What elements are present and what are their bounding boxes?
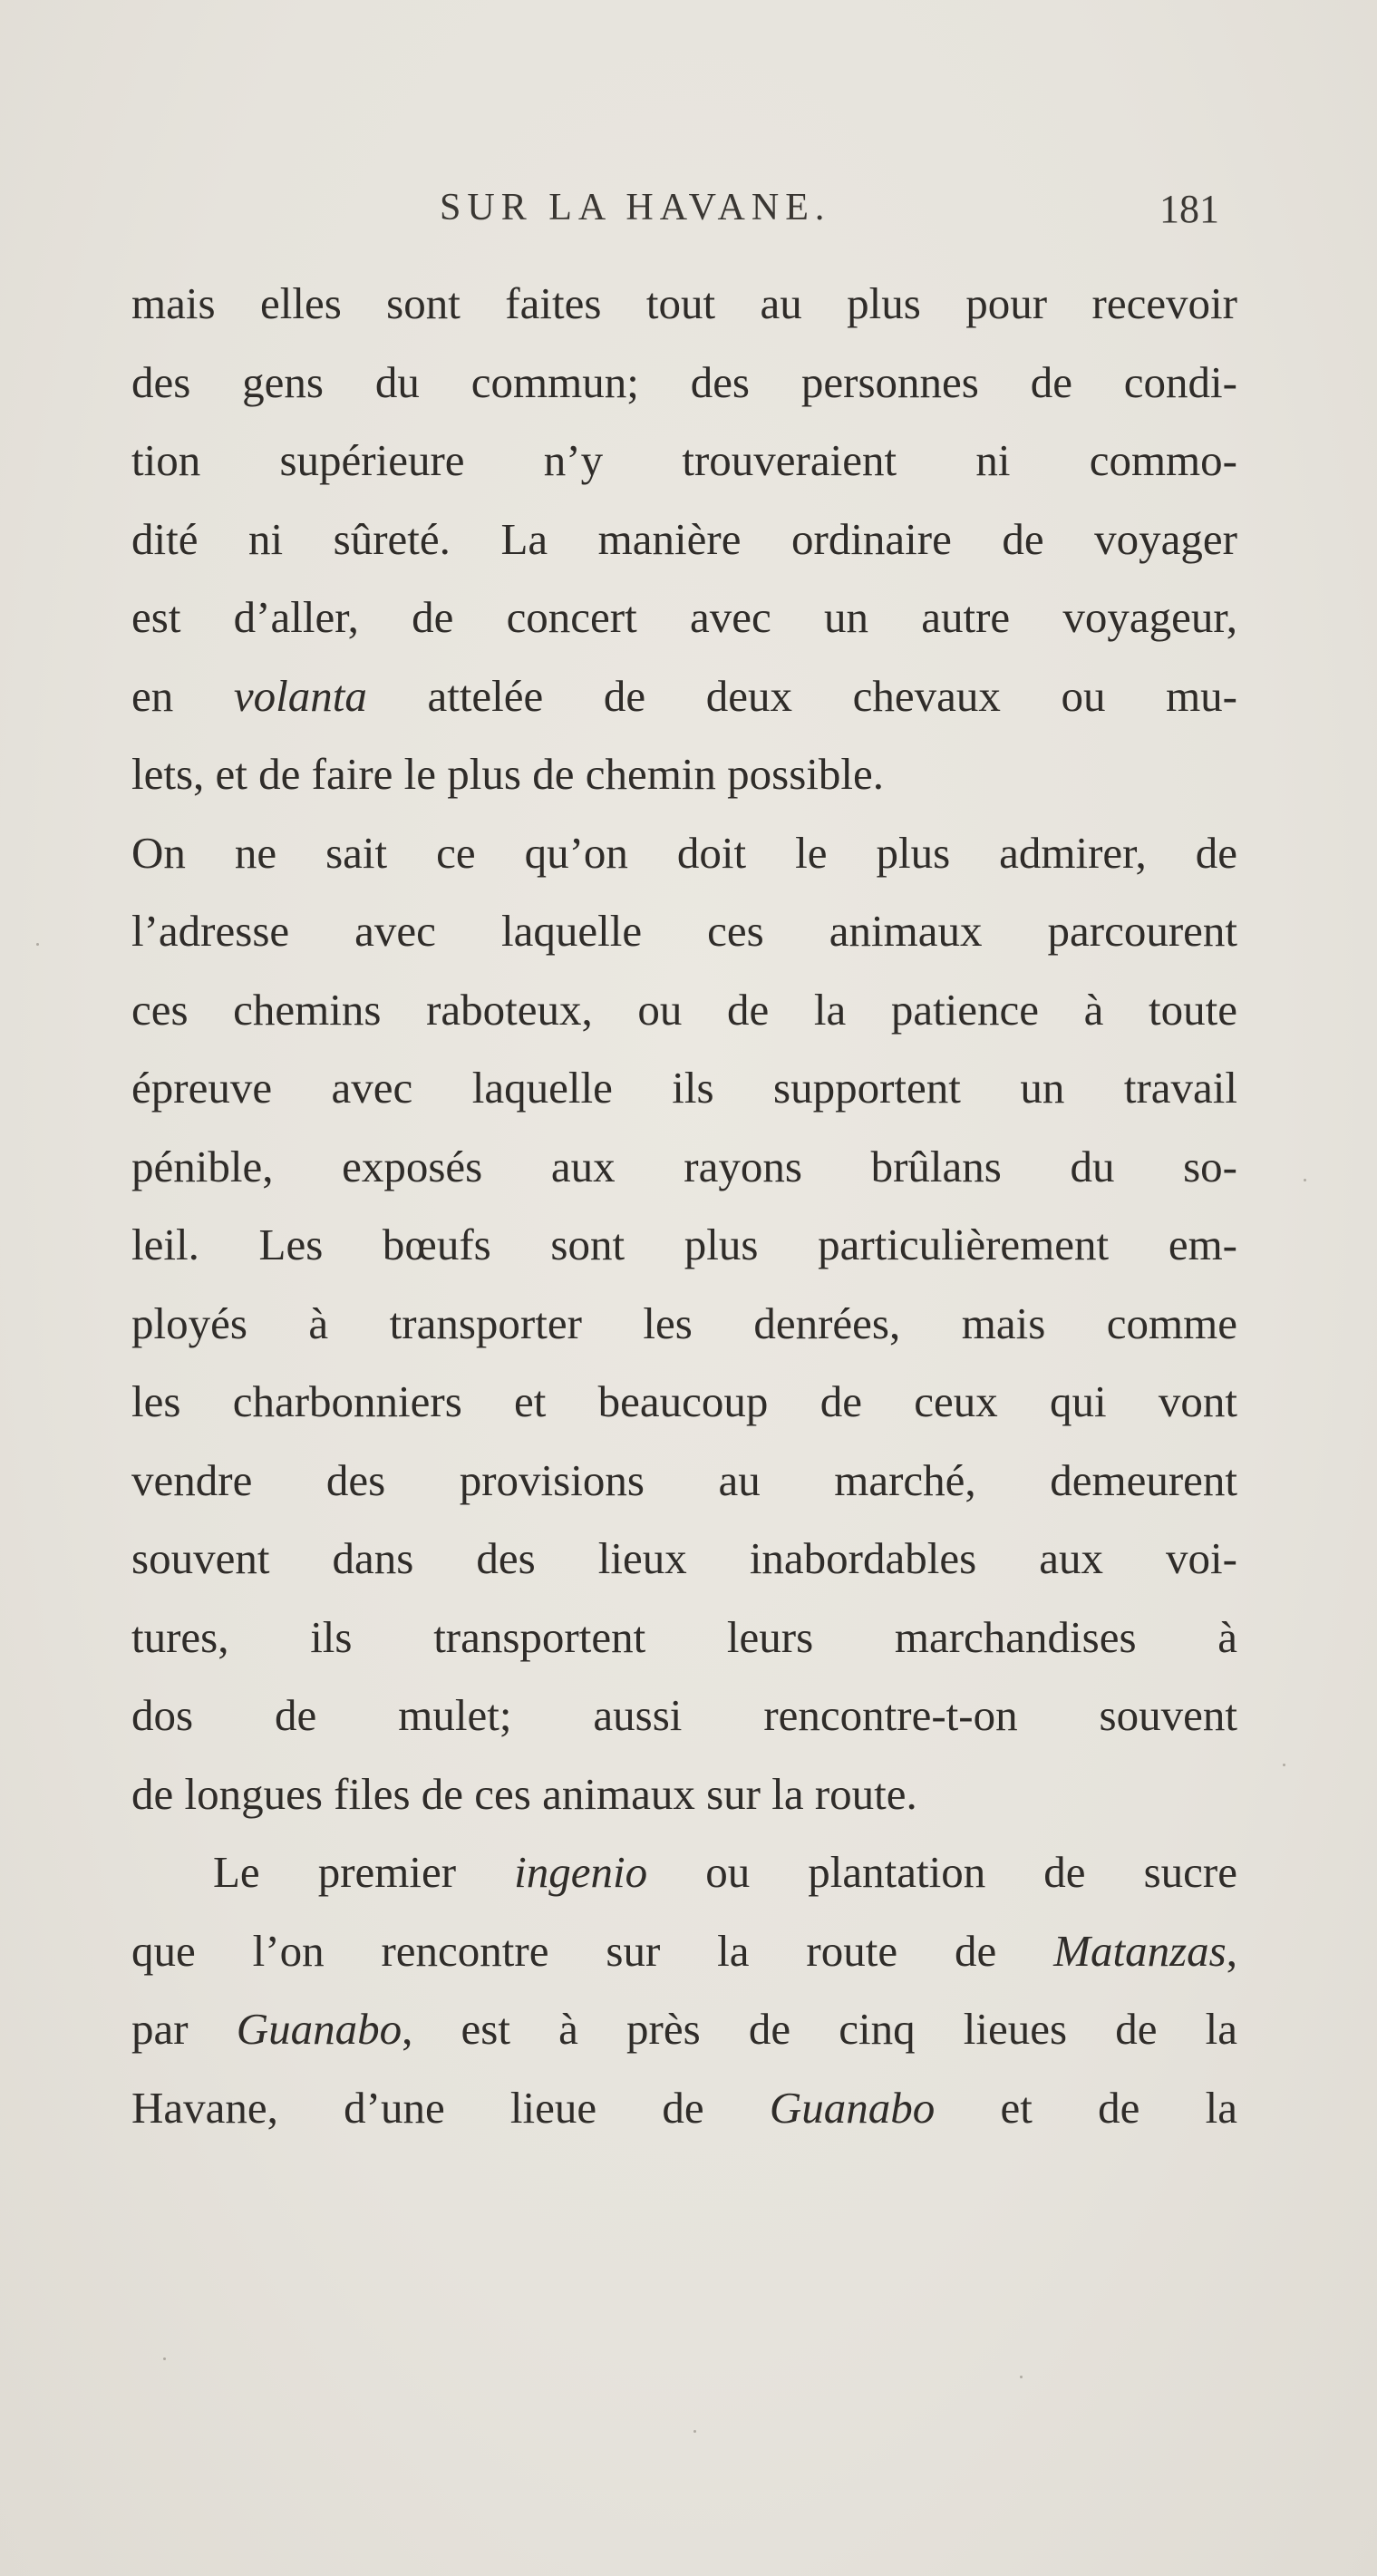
text-line: tion supérieure n’y trouveraient ni commo-: [131, 435, 1237, 485]
italic-term: Guanabo: [236, 2004, 402, 2054]
italic-term: Guanabo: [769, 2082, 936, 2133]
text-line: vendre des provisions au marché, demeurent: [131, 1454, 1237, 1505]
text-line: que l’on rencontre sur la route de Matanzas,: [131, 1925, 1237, 1976]
italic-term: volanta: [233, 670, 367, 721]
text-line: lets, et de faire le plus de chemin possible.: [131, 749, 885, 799]
text-line: par Guanabo, est à près de cinq lieues de la: [131, 2004, 1237, 2054]
italic-term: Matanzas: [1053, 1925, 1227, 1976]
text-line: leil. Les bœufs sont plus particulièrement em-: [131, 1220, 1237, 1269]
text-line: Le premier ingenio ou plantation de sucre: [213, 1847, 1237, 1897]
text-line: souvent dans des lieux inabordables aux voi-: [131, 1533, 1237, 1583]
text-line: On ne sait ce qu’on doit le plus admirer, de: [131, 827, 1237, 878]
italic-term: ingenio: [514, 1847, 648, 1897]
text-line: est d’aller, de concert avec un autre voyageur,: [131, 592, 1237, 642]
page-number: 181: [1159, 187, 1219, 231]
text-line: ces chemins raboteux, ou de la patience à toute: [131, 984, 1237, 1035]
text-line: tures, ils transportent leurs marchandises à: [131, 1611, 1237, 1662]
text-line: ployés à transporter les denrées, mais comme: [131, 1298, 1237, 1348]
paper-speck: [1304, 1179, 1306, 1181]
paper-speck: [163, 2357, 166, 2360]
text-line: en volanta attelée de deux chevaux ou mu-: [131, 670, 1237, 721]
text-line: dité ni sûreté. La manière ordinaire de voyager: [131, 513, 1237, 564]
paper-speck: [36, 943, 39, 946]
text-line: dos de mulet; aussi rencontre-t-on souvent: [131, 1690, 1237, 1740]
text-line: mais elles sont faites tout au plus pour recevoir: [131, 278, 1237, 328]
text-line: pénible, exposés aux rayons brûlans du so-: [131, 1141, 1237, 1191]
paper-speck: [693, 2430, 696, 2433]
text-line: de longues files de ces animaux sur la route.: [131, 1768, 917, 1819]
paper-speck: [1020, 2376, 1023, 2378]
text-line: Havane, d’une lieue de Guanabo et de la: [131, 2082, 1237, 2133]
paper-speck: [1283, 1764, 1285, 1766]
text-line: épreuve avec laquelle ils supportent un travail: [131, 1063, 1237, 1113]
running-title: SUR LA HAVANE.: [440, 187, 831, 228]
text-line: des gens du commun; des personnes de condi-: [131, 356, 1237, 407]
body-text: [131, 265, 1237, 2147]
text-line: les charbonniers et beaucoup de ceux qui vont: [131, 1376, 1237, 1426]
text-line: l’adresse avec laquelle ces animaux parcourent: [131, 906, 1237, 956]
running-head: [131, 186, 1219, 240]
